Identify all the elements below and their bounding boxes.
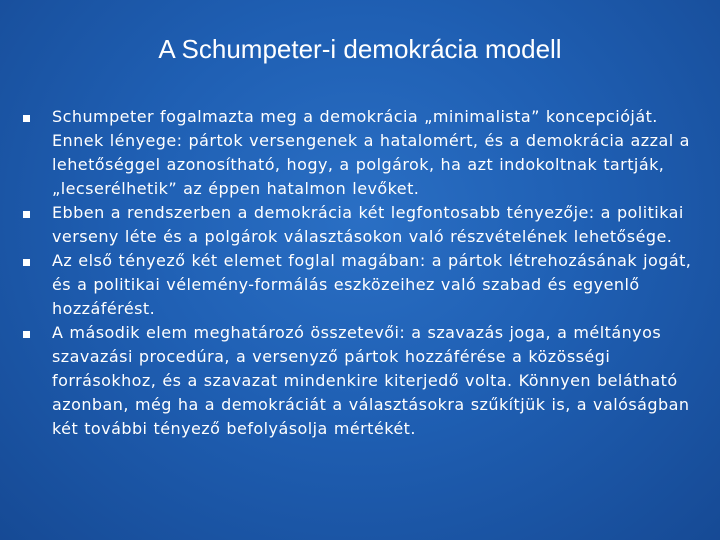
square-bullet-icon [20,249,52,273]
bullet-item [20,201,700,249]
bullet-item [20,249,700,321]
bullet-text: Ebben a rendszerben a demokrácia két legfontosabb tényezője: a politikai verseny léte és a polgárok választásokon való részvételének lehetősége. [52,203,684,246]
bullet-list [20,105,700,441]
slide-title: A Schumpeter-i demokrácia modell [158,34,562,64]
square-bullet-icon [20,105,52,129]
bullet-text: Schumpeter fogalmazta meg a demokrácia „minimalista” koncepcióját. Ennek lényege: pártok versengenek a hatalomért, és a demokrácia azzal a lehetőséggel azonosítható, hogy, a polgárok, ha azt indokoltnak tartják, „lecserélhetik” az éppen hatalmon levőket. [52,107,690,198]
bullet-text: A második elem meghatározó összetevői: a szavazás joga, a méltányos szavazási procedúra, a versenyző pártok hozzáférése a közösségi forrásokhoz, és a szavazat mindenkire kiterjedő volta. Könnyen belátható azonban, még ha a demokráciát a választásokra szűkítjük is, a valóságban két további tényező befolyásolja mértékét. [52,323,690,438]
bullet-item [20,321,700,441]
bullet-text: Az első tényező két elemet foglal magában: a pártok létrehozásának jogát, és a politikai vélemény-formálás eszközeihez való szabad és egyenlő hozzáférést. [52,251,692,318]
bullet-item [20,105,700,201]
square-bullet-icon [20,201,52,225]
square-bullet-icon [20,321,52,345]
